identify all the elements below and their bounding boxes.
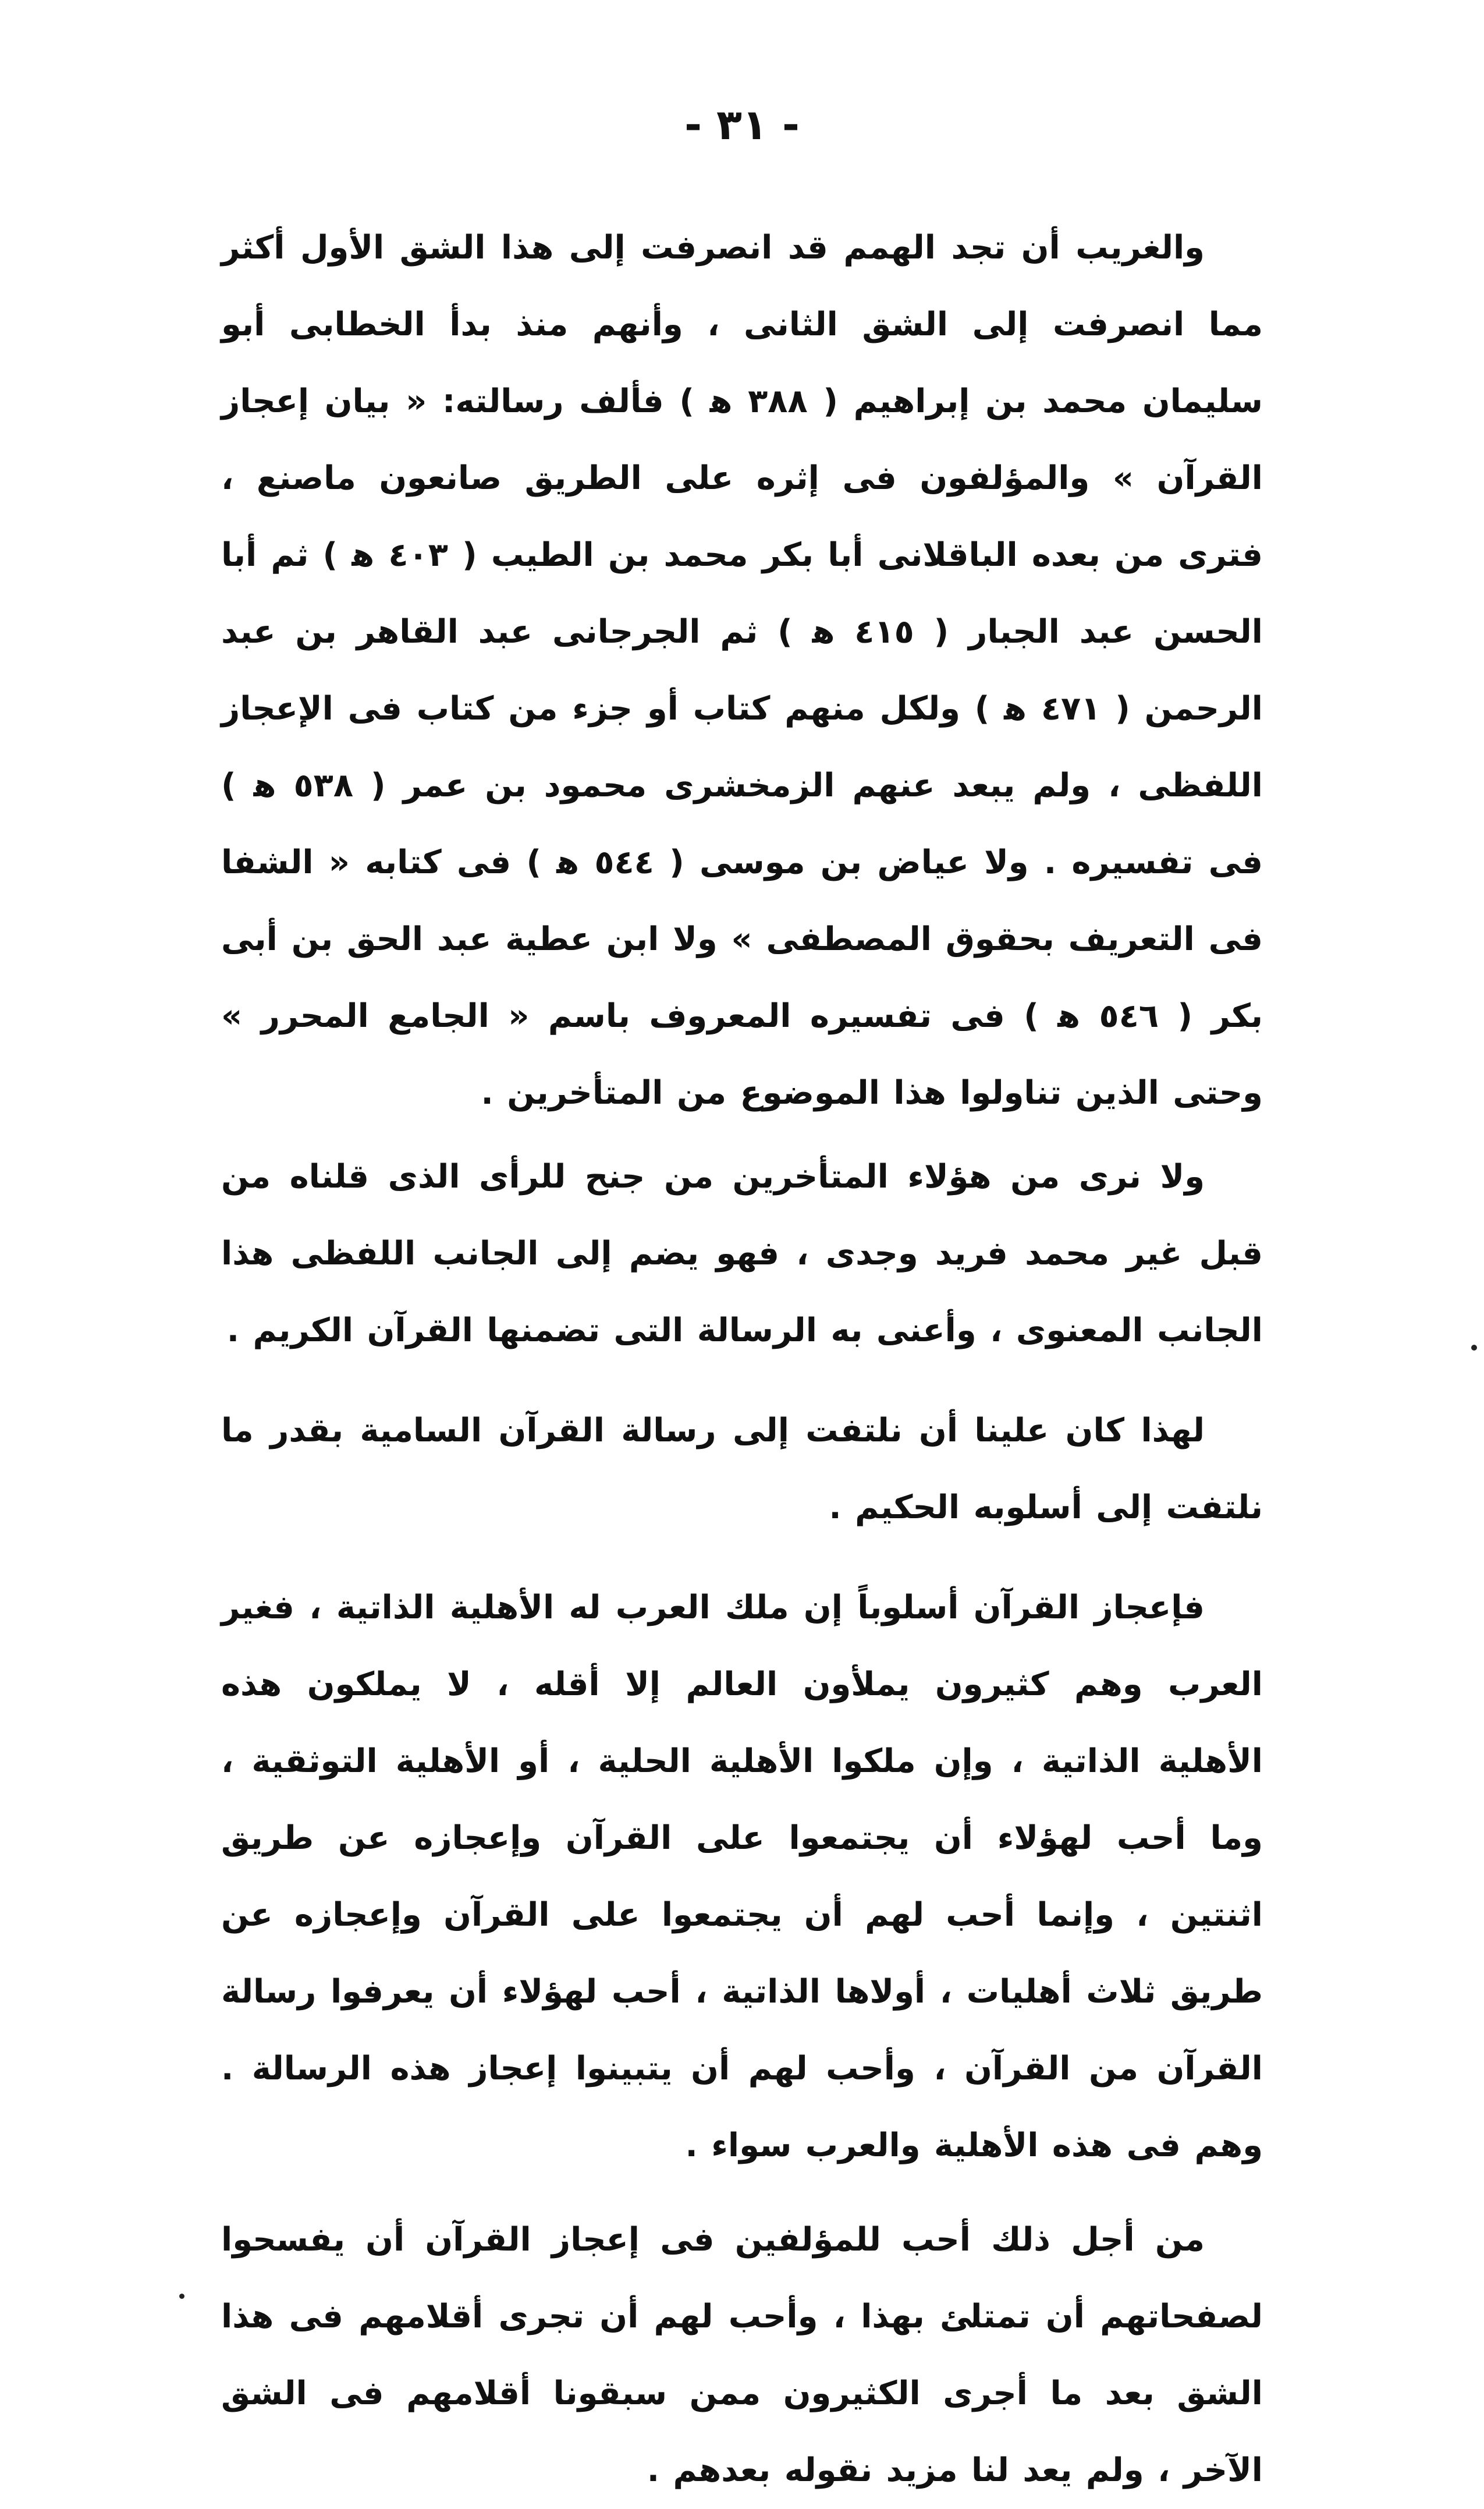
- paragraph: لهذا كان علينا أن نلتفت إلى رسالة القرآن السامية بقدر ما نلتفت إلى أسلوبه الحكيم .: [221, 1412, 1263, 1526]
- scan-speck: [1471, 1345, 1477, 1351]
- paragraph: فإعجاز القرآن أسلوباً إن ملك العرب له الأهلية الذاتية ، فغير العرب وهم كثيرون يملأون العالم إلا أقله ، لا يملكون هذه الأهلية الذاتية ، وإن ملكوا الأهلية الحلية ، أو الأهلية التوثقية ، وما أحب لهؤلاء أن يجتمعوا على القرآن وإعجازه عن طريق اثنتين ، وإنما أحب لهم أن يجتمعوا على القرآن وإعجازه عن طريق ثلاث أهليات ، أولاها الذاتية ، أحب لهؤلاء أن يعرفوا رسالة القرآن من القرآن ، وأحب لهم أن يتبينوا إعجاز هذه الرسالة . وهم فى هذه الأهلية والعرب سواء .: [221, 1589, 1263, 2164]
- paragraph: ولا نرى من هؤلاء المتأخرين من جنح للرأى الذى قلناه من قبل غير محمد فريد وجدى ، فهو يضم إلى الجانب اللفظى هذا الجانب المعنوى ، وأعنى به الرسالة التى تضمنها القرآن الكريم .: [221, 1158, 1263, 1349]
- scan-speck: [179, 2294, 184, 2299]
- paragraph: والغريب أن تجد الهمم قد انصرفت إلى هذا الشق الأول أكثر مما انصرفت إلى الشق الثانى ، وأنهم منذ بدأ الخطابى أبو سليمان محمد بن إبراهيم ( ٣٨٨ ﻫ ) فألف رسالته: « بيان إعجاز القرآن » والمؤلفون فى إثره على الطريق صانعون ماصنع ، فترى من بعده الباقلانى أبا بكر محمد بن الطيب ( ٤٠٣ ﻫ ) ثم أبا الحسن عبد الجبار ( ٤١٥ ﻫ ) ثم الجرجانى عبد القاهر بن عبد الرحمن ( ٤٧١ ﻫ ) ولكل منهم كتاب أو جزء من كتاب فى الإعجاز اللفظى ، ولم يبعد عنهم الزمخشرى محمود بن عمر ( ٥٣٨ ﻫ ) فى تفسيره . ولا عياض بن موسى ( ٥٤٤ ﻫ ) فى كتابه « الشفا فى التعريف بحقوق المصطفى » ولا ابن عطية عبد الحق بن أبى بكر ( ٥٤٦ ﻫ ) فى تفسيره المعروف باسم « الجامع المحرر » وحتى الذين تناولوا هذا الموضوع من المتأخرين .: [221, 229, 1263, 1112]
- paragraph: من أجل ذلك أحب للمؤلفين فى إعجاز القرآن أن يفسحوا لصفحاتهم أن تمتلئ بهذا ، وأحب لهم أن تجرى أقلامهم فى هذا الشق بعد ما أجرى الكثيرون ممن سبقونا أقلامهم فى الشق الآخر ، ولم يعد لنا مزيد نقوله بعدهم .: [221, 2221, 1263, 2489]
- page-number: - ٣١ -: [684, 100, 800, 149]
- body-text: [221, 210, 1263, 2509]
